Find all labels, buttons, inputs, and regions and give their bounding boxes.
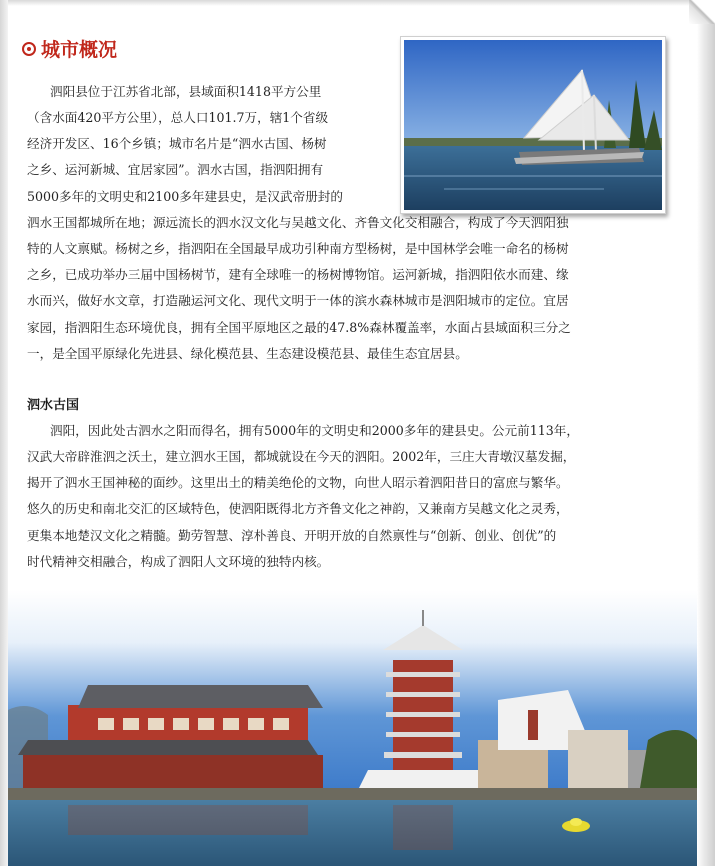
intro-line-1: 泗阳县位于江苏省北部，县域面积1418平方公里 xyxy=(50,84,322,99)
intro-line: 泗水王国都城所在地；源远流长的泗水汉文化与吴越文化、齐鲁文化交相融合，构成了今天泗阳独 xyxy=(27,214,569,230)
frame-right xyxy=(697,0,715,866)
intro-line: 5000多年的文明史和2100多年建县史，是汉武帝册封的 xyxy=(27,188,343,204)
city-landscape-svg xyxy=(8,590,697,866)
page-curl-corner xyxy=(689,0,715,24)
intro-line: （含水面420平方公里），总人口101.7万，辖1个省级 xyxy=(27,110,329,125)
intro-line: 一，是全国平原绿化先进县、绿化模范县、生态建设模范县、最佳生态宜居县。 xyxy=(27,345,468,361)
section-lines-wrapped xyxy=(27,444,575,575)
city-landscape-image xyxy=(8,590,697,866)
bullet-icon xyxy=(22,42,36,56)
section-line: 汉武大帝辟淮泗之沃土，建立泗水王国，都城就设在今天的泗阳。2002年，三庄大青墩汉墓发掘， xyxy=(27,449,576,464)
page-title xyxy=(22,35,117,62)
intro-line: 之乡、运河新城、宜居家园”。泗水古国，指泗阳拥有 xyxy=(27,162,324,178)
canopy-photo xyxy=(400,36,666,214)
section-line: 揭开了泗水王国神秘的面纱。这里出土的精美绝伦的文物，向世人昭示着泗阳昔日的富庶与繁华。 xyxy=(27,475,569,491)
page-title-text: 城市概况 xyxy=(41,39,118,61)
intro-line: 经济开发区、16个乡镇；城市名片是“泗水古国、杨树 xyxy=(27,136,327,152)
section-heading: 泗水古国 xyxy=(27,398,80,413)
intro-line: 特的人文禀赋。杨树之乡，指泗阳在全国最早成功引种南方型杨树，是中国林学会唯一命名的杨树 xyxy=(27,240,569,256)
canopy-photo-image xyxy=(404,40,662,210)
section-line-1: 泗阳，因此处古泗水之阳而得名，拥有5000年的文明史和2000多年的建县史。公元前113年， xyxy=(50,423,579,438)
section-line: 悠久的历史和南北交汇的区域特色，使泗阳既得北方齐鲁文化之神韵，又兼南方吴越文化之灵秀， xyxy=(27,501,569,517)
frame-left xyxy=(0,0,8,866)
frame-top xyxy=(0,0,715,6)
intro-line: 之乡，已成功举办三届中国杨树节，建有全球唯一的杨树博物馆。运河新城，指泗阳依水而建、缘 xyxy=(27,267,569,283)
intro-line: 水而兴，做好水文章，打造融运河文化、现代文明于一体的滨水森林城市是泗阳城市的定位。宜居 xyxy=(27,293,569,309)
section-line: 更集本地楚汉文化之精髓。勤劳智慧、淳朴善良、开明开放的自然禀性与“创新、创业、创优”的 xyxy=(27,527,557,543)
intro-line: 家园，指泗阳生态环境优良，拥有全国平原地区之最的47.8%森林覆盖率，水面占县域面积三分之 xyxy=(27,319,571,335)
section-line: 时代精神交相融合，构成了泗阳人文环境的独特内核。 xyxy=(27,553,330,569)
